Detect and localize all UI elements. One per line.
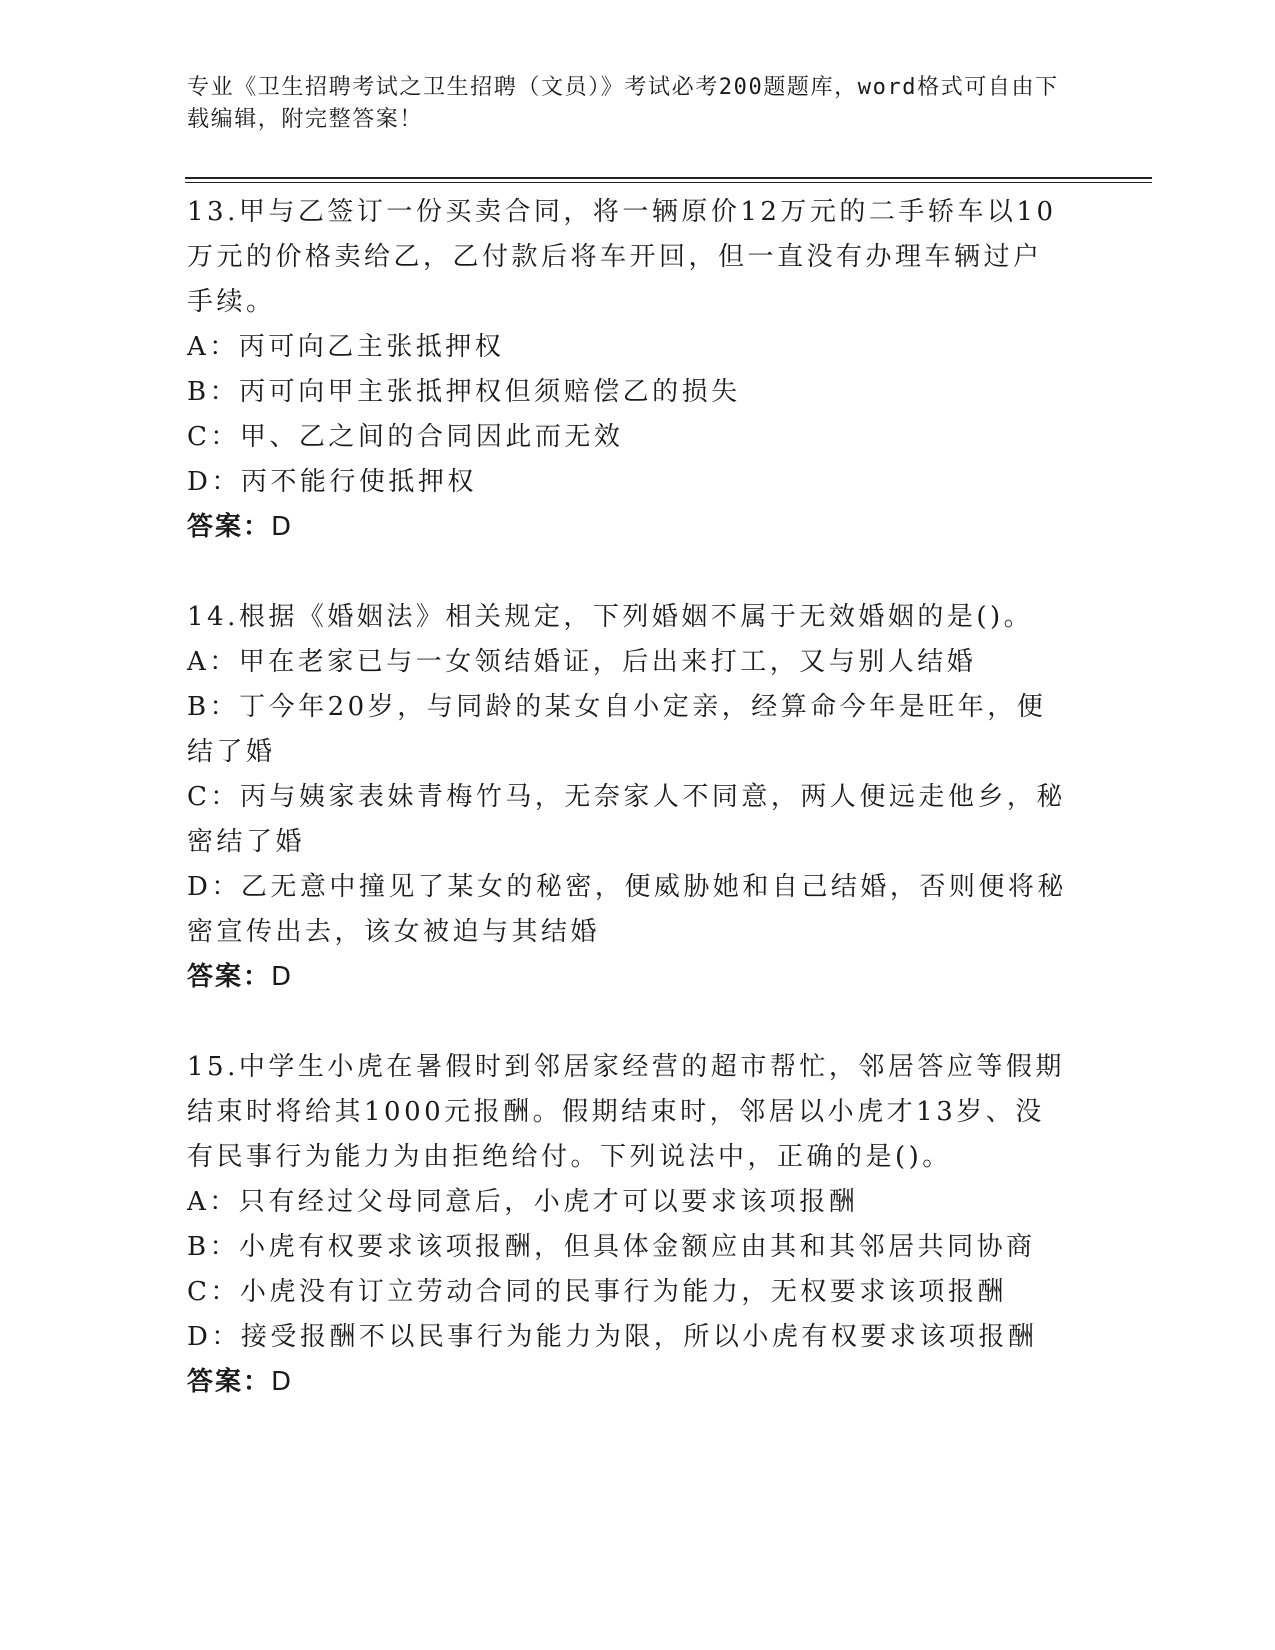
question-15 <box>187 1045 1067 1405</box>
answer-label: 答案： <box>187 512 272 542</box>
answer-line <box>187 1360 1067 1405</box>
option-c: C：甲、乙之间的合同因此而无效 <box>187 422 624 452</box>
option-a: A：甲在老家已与一女领结婚证，后出来打工，又与别人结婚 <box>187 647 977 677</box>
answer-line <box>187 505 1067 550</box>
option-a: A：丙可向乙主张抵押权 <box>187 332 505 362</box>
answer-value: D <box>271 962 294 992</box>
option-b: B：小虎有权要求该项报酬，但具体金额应由其和其邻居共同协商 <box>187 1232 1036 1262</box>
option-b: B：丙可向甲主张抵押权但须赔偿乙的损失 <box>187 377 741 407</box>
option-d: D：接受报酬不以民事行为能力为限，所以小虎有权要求该项报酬 <box>187 1322 1038 1352</box>
answer-label: 答案： <box>187 962 272 992</box>
option-d: D：乙无意中撞见了某女的秘密，便威胁她和自己结婚，否则便将秘密宣传出去，该女被迫与其结婚 <box>187 872 1067 947</box>
question-list <box>187 190 1067 1450</box>
header-divider-thin <box>185 182 1152 183</box>
option-a: A：只有经过父母同意后，小虎才可以要求该项报酬 <box>187 1187 859 1217</box>
answer-value: D <box>271 512 294 542</box>
question-stem: 15.中学生小虎在暑假时到邻居家经营的超市帮忙，邻居答应等假期结束时将给其1000元报酬。假期结束时，邻居以小虎才13岁、没有民事行为能力为由拒绝给付。下列说法中，正确的是()。 <box>187 1052 1065 1172</box>
option-c: C：小虎没有订立劳动合同的民事行为能力，无权要求该项报酬 <box>187 1277 1007 1307</box>
header-text: 专业《卫生招聘考试之卫生招聘（文员）》考试必考200题题库，word格式可自由下载编辑，附完整答案！ <box>187 75 1059 132</box>
answer-label: 答案： <box>187 1367 272 1397</box>
question-14 <box>187 595 1067 1000</box>
question-stem: 13.甲与乙签订一份买卖合同，将一辆原价12万元的二手轿车以10万元的价格卖给乙，乙付款后将车开回，但一直没有办理车辆过户手续。 <box>187 197 1057 317</box>
question-13 <box>187 190 1067 550</box>
document-header <box>187 72 1067 136</box>
option-c: C：丙与姨家表妹青梅竹马，无奈家人不同意，两人便远走他乡，秘密结了婚 <box>187 782 1066 857</box>
answer-line <box>187 955 1067 1000</box>
option-b: B：丁今年20岁，与同龄的某女自小定亲，经算命今年是旺年，便结了婚 <box>187 692 1047 767</box>
question-stem: 14.根据《婚姻法》相关规定，下列婚姻不属于无效婚姻的是()。 <box>187 602 1034 632</box>
answer-value: D <box>271 1367 294 1397</box>
option-d: D：丙不能行使抵押权 <box>187 467 477 497</box>
header-divider-thick <box>185 177 1152 179</box>
